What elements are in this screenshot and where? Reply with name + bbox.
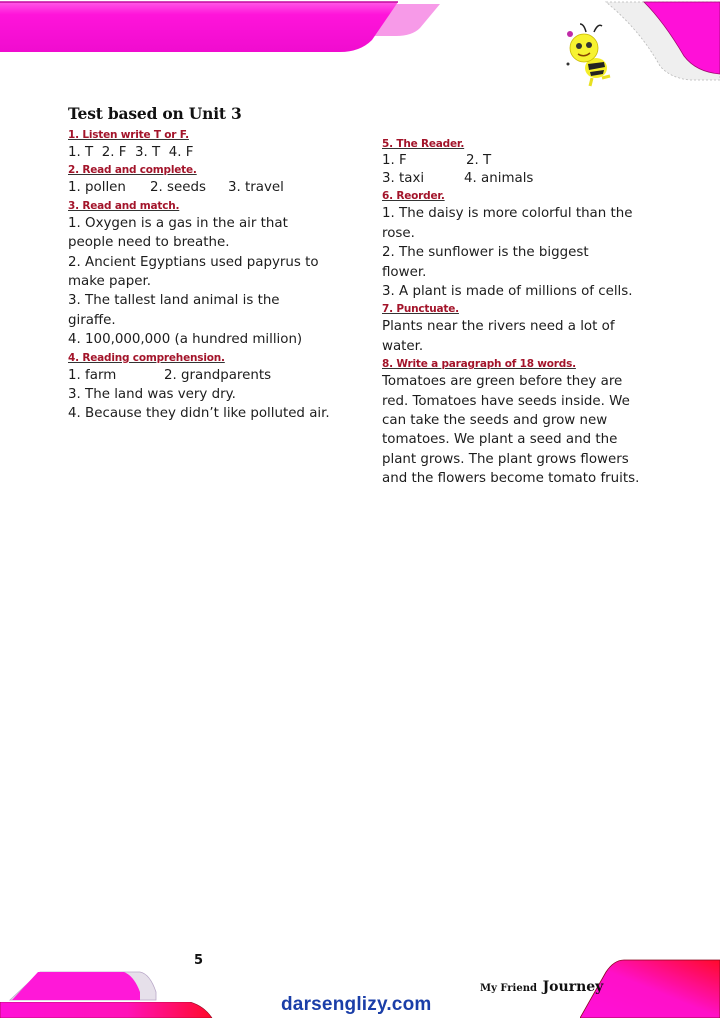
answer-line: 3. A plant is made of millions of cells. [382,284,633,300]
section-heading-punctuate: 7. Punctuate. [382,303,459,316]
website-link[interactable]: darsenglizy.com [281,994,432,1015]
bottom-left-bar [0,1002,215,1018]
top-pink-banner [0,0,460,60]
answer-row [382,169,672,188]
answer-line: 4. Because they didn’t like polluted air. [68,406,330,422]
paragraph-answer: Tomatoes are green before they are red. Tomatoes have seeds inside. We can take the seeds and grow new tomatoes. We plant a seed and the plant grows. The plant grows flowers and the flowers become tomato fruits. [382,374,640,487]
answer-line: 2. Ancient Egyptians used papyrus to make paper. [68,254,319,290]
page-title: Test based on Unit 3 [68,104,242,123]
section-heading-reorder: 6. Reorder. [382,190,445,203]
answer-line: 1. Oxygen is a gas in the air that people need to breathe. [68,215,288,251]
answer-item: 3. taxi [382,171,425,186]
section-heading-read-complete: 2. Read and complete. [68,164,197,177]
section-heading-the-reader: 5. The Reader. [382,138,465,150]
answer-item: 2. T [466,153,492,168]
answer-line: 4. 100,000,000 (a hundred million) [68,332,303,348]
answer-line: 1. The daisy is more colorful than the rose. [382,206,633,241]
page-number: 5 [194,953,204,968]
answer-item: 1. pollen [68,180,126,196]
left-column [68,127,358,424]
brand-small-text: My Friend [480,983,537,994]
answer-line: 3. The land was very dry. [68,387,236,403]
answer-item: 2. grandparents [164,367,272,383]
section-heading-reading-comprehension: 4. Reading comprehension. [68,351,225,364]
section-heading-listen: 1. Listen write T or F. [68,129,189,141]
section-heading-read-match: 3. Read and match. [68,199,180,212]
brand-big-text: Journey [542,979,604,995]
answer-line: 2. The sunflower is the biggest flower. [382,245,589,280]
answer-item: 2. seeds [150,180,206,196]
answer-line: 3. The tallest land animal is the giraffe. [68,293,280,328]
answer-item: 1. farm [68,367,117,383]
answer-row [68,366,358,385]
right-column [382,136,672,489]
answer-item: 4. animals [464,171,534,186]
answer-line: 1. T 2. F 3. T 4. F [68,145,194,160]
bee-mascot-icon [560,20,620,90]
answer-item: 1. F [382,153,407,168]
answer-item: 3. travel [228,180,284,196]
answer-row [382,152,672,169]
answer-row [68,178,358,197]
section-heading-write-paragraph: 8. Write a paragraph of 18 words. [382,358,576,371]
answer-line: Plants near the rivers need a lot of water. [382,319,615,354]
brand-label [480,976,603,995]
